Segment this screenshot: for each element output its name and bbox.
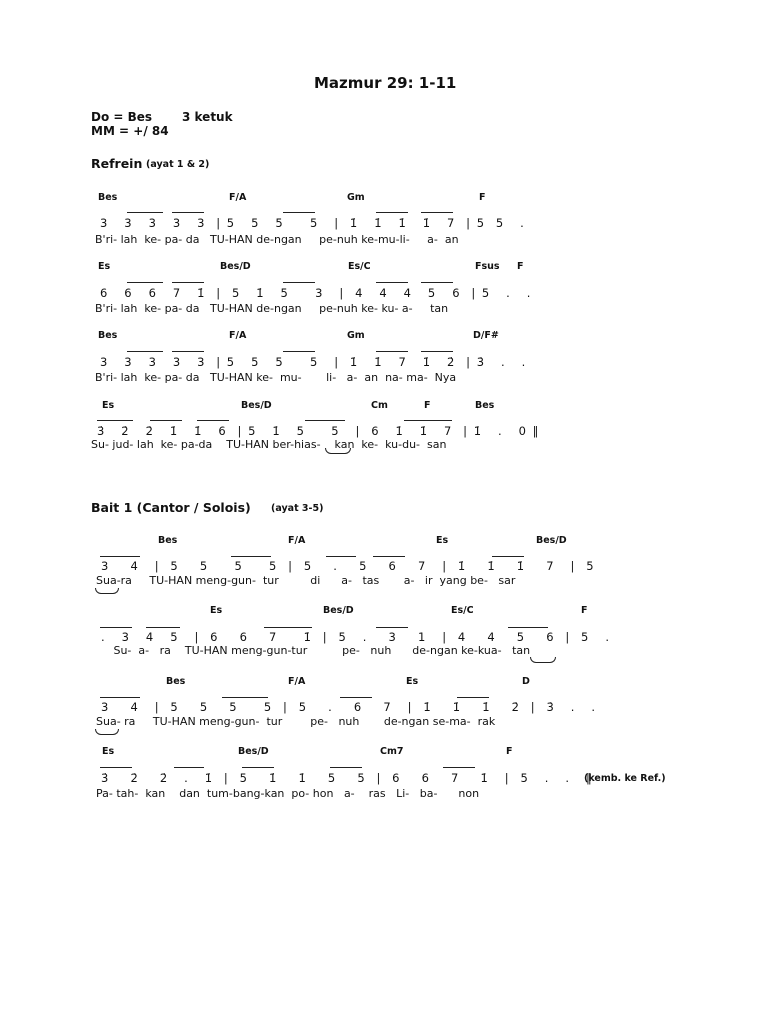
beam	[172, 212, 204, 213]
chord: Bes	[98, 330, 118, 341]
notation-row: 3̇ 2̇ 2̇ . 1̇ | 5 1̇ 1̇ 5 5 | 6 6 7 1̇ | 5 . . ‖	[101, 771, 594, 785]
refrain-verse-ref: (ayat 1 & 2)	[146, 159, 210, 170]
notation-row: 3 4 | 5 5 5 5 | 5 . 6 7 | 1̇ 1̇ 1̇ 2̇ | 3̇ . .	[101, 700, 597, 714]
beam	[508, 627, 548, 628]
chord: Bes	[158, 535, 178, 546]
beam	[373, 556, 405, 557]
beam	[404, 420, 452, 421]
notation-row: . 3 4 5 | 6 6 7 1̇ | 5 . 3 1 | 4 4 5 6 | 5 .	[101, 630, 611, 644]
chord: Es	[406, 676, 419, 687]
chord: Es/C	[348, 261, 371, 272]
beam	[174, 767, 204, 768]
notation-row: 3̇ 2̇ 2̇ 1̇ 1̇ 6 | 5 1̇ 5 5 | 6 1̇ 1̇ 7 | 1̇ . 0 ‖	[97, 424, 540, 438]
chord: Es	[210, 605, 223, 616]
lyric-row: Sua- ra TU-HAN meng-gun- tur pe- nuh de-ngan se-ma- rak	[96, 715, 496, 728]
chord: Es	[102, 746, 115, 757]
chord: Bes/D	[238, 746, 269, 757]
beam	[100, 697, 140, 698]
beam	[492, 556, 524, 557]
beam	[127, 212, 163, 213]
lyric-row: Pa- tah- kan dan tum-bang-kan po- hon a- ras Li- ba- non	[96, 787, 480, 800]
chord: Es	[102, 400, 115, 411]
beam	[127, 351, 163, 352]
chord: F	[506, 746, 513, 757]
chord: F	[581, 605, 588, 616]
chord: Bes/D	[323, 605, 354, 616]
chord: Cm7	[380, 746, 404, 757]
beam	[421, 351, 453, 352]
chord: Gm	[347, 192, 365, 203]
chord: Bes/D	[241, 400, 272, 411]
chord: Bes/D	[536, 535, 567, 546]
beam	[421, 282, 453, 283]
beam	[376, 212, 408, 213]
notation-row: 3 3 3 3 3 | 5 5 5 5 | 1̇ 1̇ 1̇ 1̇ 7 | 5 5 .	[100, 216, 526, 230]
chord: Bes/D	[220, 261, 251, 272]
beam	[100, 627, 132, 628]
beam	[146, 627, 180, 628]
beam	[283, 212, 315, 213]
refrain-heading: Refrein	[91, 156, 143, 171]
chord: Bes	[98, 192, 118, 203]
lyric-row: Sua-ra TU-HAN meng-gun- tur di a- tas a- ir yang be- sar	[96, 574, 516, 587]
beam	[264, 627, 312, 628]
chord: Fsus	[475, 261, 500, 272]
beam	[376, 627, 408, 628]
beam	[172, 351, 204, 352]
beam	[100, 556, 140, 557]
chord: F/A	[288, 535, 306, 546]
beam	[197, 420, 229, 421]
beam	[326, 556, 356, 557]
verse-heading: Bait 1 (Cantor / Solois)	[91, 500, 251, 515]
chord: Bes	[475, 400, 495, 411]
lyric-row: Su- a- ra TU-HAN meng-gun-tur pe- nuh de-ngan ke-kua- tan	[96, 644, 531, 657]
beam	[127, 282, 163, 283]
beam	[305, 420, 345, 421]
beam	[376, 282, 408, 283]
beam	[150, 420, 182, 421]
page-title: Mazmur 29: 1-11	[314, 74, 457, 92]
key-signature: Do = Bes	[91, 110, 153, 124]
chord: Es	[436, 535, 449, 546]
beam	[100, 767, 132, 768]
lyric-row: Su- jud- lah ke- pa-da TU-HAN ber-hias- kan ke- ku-du- san	[91, 438, 447, 451]
beam	[443, 767, 475, 768]
lyric-row: B'ri- lah ke- pa- da TU-HAN ke- mu- li- a- an na- ma- Nya	[95, 371, 457, 384]
chord: Gm	[347, 330, 365, 341]
slur	[95, 729, 119, 735]
beam	[330, 767, 362, 768]
beam	[421, 212, 453, 213]
beam	[231, 556, 271, 557]
verse-ref: (ayat 3-5)	[271, 503, 324, 514]
beam	[340, 697, 372, 698]
chord: F/A	[229, 192, 247, 203]
lyric-row: B'ri- lah ke- pa- da TU-HAN de-ngan pe-nuh ke- ku- a- tan	[95, 302, 449, 315]
beam	[283, 282, 315, 283]
beam	[222, 697, 268, 698]
time-signature: 3 ketuk	[182, 110, 233, 124]
chord: F/A	[288, 676, 306, 687]
notation-row: 6 6 6 7 1̇ | 5 1̇ 5 3 | 4 4 4 5 6 | 5 . .	[100, 286, 532, 300]
chord: Es/C	[451, 605, 474, 616]
chord: F	[479, 192, 486, 203]
chord: F/A	[229, 330, 247, 341]
slur	[530, 657, 556, 663]
chord: F	[517, 261, 524, 272]
notation-row: 3 3 3 3 3 | 5 5 5 5 | 1̇ 1̇ 7 1̇ 2̇ | 3̇ . .	[100, 355, 527, 369]
beam	[242, 767, 274, 768]
chord: Es	[98, 261, 111, 272]
chord: Cm	[371, 400, 388, 411]
chord: D	[522, 676, 530, 687]
return-to-refrain-note: (kemb. ke Ref.)	[584, 773, 666, 784]
notation-row: 3 4 | 5 5 5 5 | 5 . 5 6 7 | 1̇ 1̇ 1̇ 7 | 5	[101, 559, 596, 573]
lyric-row: B'ri- lah ke- pa- da TU-HAN de-ngan pe-nuh ke-mu-li- a- an	[95, 233, 459, 246]
beam	[457, 697, 489, 698]
beam	[283, 351, 315, 352]
chord: D/F#	[473, 330, 499, 341]
beam	[97, 420, 133, 421]
beam	[376, 351, 408, 352]
chord: F	[424, 400, 431, 411]
beam	[172, 282, 204, 283]
slur	[95, 588, 119, 594]
chord: Bes	[166, 676, 186, 687]
tempo-marking: MM = +/ 84	[91, 124, 169, 138]
